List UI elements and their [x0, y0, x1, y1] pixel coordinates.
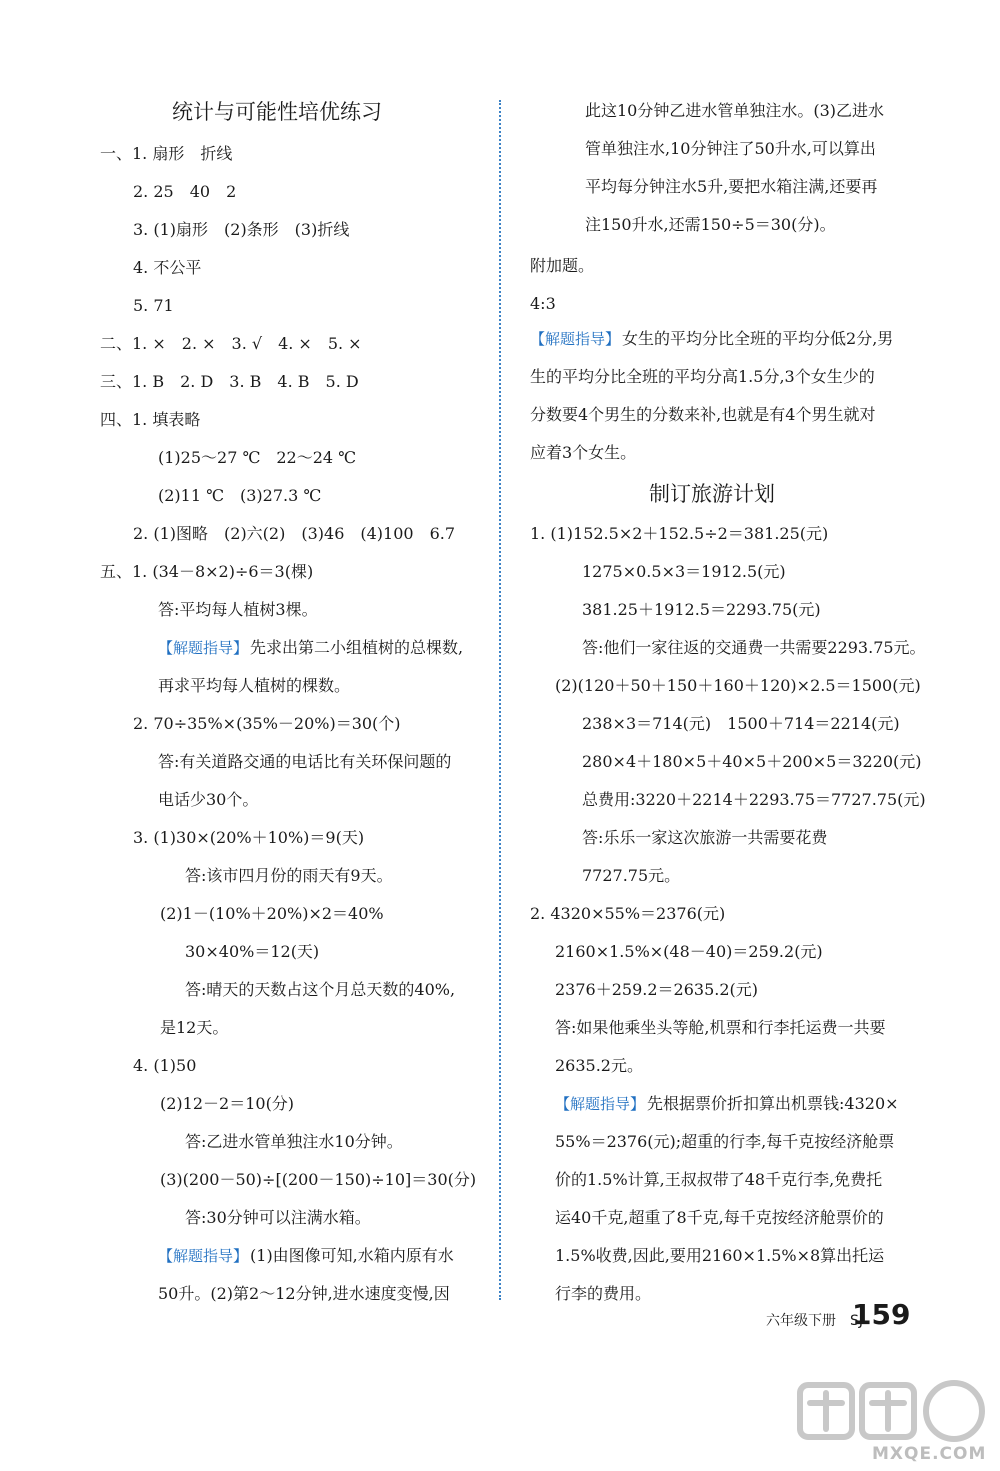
answer-line: 答:平均每人植树3棵。: [158, 600, 318, 619]
answer-line: 280×4＋180×5＋40×5＋200×5＝3220(元): [582, 752, 922, 771]
answer-line: 1. (1)152.5×2＋152.5÷2＝381.25(元): [530, 524, 829, 543]
answer-line: 2635.2元。: [555, 1056, 643, 1075]
answer-line: 此这10分钟乙进水管单独注水。(3)乙进水: [585, 101, 885, 120]
answer-line: 答:如果他乘坐头等舱,机票和行李托运费一共要: [555, 1018, 886, 1037]
answer-line: 电话少30个。: [158, 790, 259, 809]
answer-line: 附加题。: [530, 256, 595, 275]
answer-line: 2376＋259.2＝2635.2(元): [555, 980, 758, 999]
section-title-travel-plan: 制订旅游计划: [649, 482, 775, 506]
answer-line: 30×40%＝12(天): [185, 942, 320, 961]
answer-line: 3. (1)扇形 (2)条形 (3)折线: [133, 220, 350, 239]
answer-line: 答:有关道路交通的电话比有关环保问题的: [158, 752, 452, 771]
answer-line: 总费用:3220＋2214＋2293.75＝7727.75(元): [582, 790, 926, 809]
answer-line: 55%＝2376(元);超重的行李,每千克按经济舱票: [555, 1132, 895, 1151]
answer-line: (2)11 ℃ (3)27.3 ℃: [158, 486, 322, 505]
answer-line: 是12天。: [160, 1018, 229, 1037]
answer-line: 1.5%收费,因此,要用2160×1.5%×8算出托运: [555, 1246, 885, 1265]
guide-line: 【解题指导】 (1)由图像可知,水箱内原有水: [158, 1246, 454, 1265]
answer-line: 5. 71: [133, 296, 174, 315]
watermark-text: MXQE.COM: [872, 1444, 987, 1464]
answer-line: 7727.75元。: [582, 866, 681, 885]
answer-line: 2160×1.5%×(48－40)＝259.2(元): [555, 942, 823, 961]
guide-line: 【解题指导】 先根据票价折扣算出机票钱:4320×: [555, 1094, 899, 1113]
guide-line: 【解题指导】 女生的平均分比全班的平均分低2分,男: [530, 329, 894, 348]
column-divider: [499, 100, 501, 1300]
answer-line: 答:乐乐一家这次旅游一共需要花费: [582, 828, 828, 847]
answer-line: 1275×0.5×3＝1912.5(元): [582, 562, 786, 581]
answer-line: 4. 不公平: [133, 258, 202, 277]
answer-line: 注150升水,还需150÷5＝30(分)。: [585, 215, 836, 234]
answer-line: 2. 70÷35%×(35%－20%)＝30(个): [133, 714, 401, 733]
answer-line: 238×3＝714(元) 1500＋714＝2214(元): [582, 714, 900, 733]
answer-line: 应着3个女生。: [530, 443, 637, 462]
answer-line: (2)(120＋50＋150＋160＋120)×2.5＝1500(元): [555, 676, 921, 695]
answer-line: 价的1.5%计算,王叔叔带了48千克行李,免费托: [555, 1170, 883, 1189]
answer-line: 答:该市四月份的雨天有9天。: [185, 866, 393, 885]
answer-line: 答:乙进水管单独注水10分钟。: [185, 1132, 403, 1151]
answer-line: 分数要4个男生的分数来补,也就是有4个男生就对: [530, 405, 876, 424]
answer-line: 2. 25 40 2: [133, 182, 237, 201]
answer-line: 答:30分钟可以注满水箱。: [185, 1208, 371, 1227]
answer-line: 运40千克,超重了8千克,每千克按经济舱票价的: [555, 1208, 884, 1227]
answer-line: (2)12－2＝10(分): [160, 1094, 295, 1113]
guide-line: 【解题指导】 先求出第二小组植树的总棵数,: [158, 638, 464, 657]
answer-line: 答:他们一家往返的交通费一共需要2293.75元。: [582, 638, 926, 657]
answer-line: (1)25～27 ℃ 22～24 ℃: [158, 448, 357, 467]
answer-line: 五、1. (34－8×2)÷6＝3(棵): [100, 562, 314, 581]
answer-line: 50升。(2)第2～12分钟,进水速度变慢,因: [158, 1284, 450, 1303]
answer-line: 平均每分钟注水5升,要把水箱注满,还要再: [585, 177, 878, 196]
answer-line: 生的平均分比全班的平均分高1.5分,3个女生少的: [530, 367, 875, 386]
guide-tag: 【解题指导】: [158, 639, 249, 657]
answer-line: (2)1－(10%＋20%)×2＝40%: [160, 904, 384, 923]
answer-line: 2. 4320×55%＝2376(元): [530, 904, 726, 923]
guide-tag: 【解题指导】: [530, 330, 621, 348]
answer-line: 381.25＋1912.5＝2293.75(元): [582, 600, 821, 619]
guide-tag: 【解题指导】: [555, 1095, 646, 1113]
answer-line: 再求平均每人植树的棵数。: [158, 676, 351, 695]
page-number: 159: [852, 1298, 911, 1331]
answer-line: 行李的费用。: [555, 1284, 652, 1303]
answer-line: 三、1. B 2. D 3. B 4. B 5. D: [100, 372, 359, 391]
answer-line: 四、1. 填表略: [100, 410, 201, 429]
answer-line: 二、1. × 2. × 3. √ 4. × 5. ×: [100, 334, 362, 353]
answer-line: 答:晴天的天数占这个月总天数的40%,: [185, 980, 456, 999]
answer-line: 2. (1)图略 (2)六(2) (3)46 (4)100 6.7: [133, 524, 456, 543]
answer-line: 4. (1)50: [133, 1056, 197, 1075]
answer-line: 一、1. 扇形 折线: [100, 144, 233, 163]
answer-line: (3)(200－50)÷[(200－150)÷10]＝30(分): [160, 1170, 477, 1189]
answer-line: 3. (1)30×(20%＋10%)＝9(天): [133, 828, 365, 847]
answer-line: 4:3: [530, 294, 556, 313]
answer-line: 管单独注水,10分钟注了50升水,可以算出: [585, 139, 876, 158]
guide-tag: 【解题指导】: [158, 1247, 249, 1265]
grade-label: 六年级下册 SJ: [766, 1313, 864, 1329]
section-title-statistics: 统计与可能性培优练习: [172, 100, 382, 124]
